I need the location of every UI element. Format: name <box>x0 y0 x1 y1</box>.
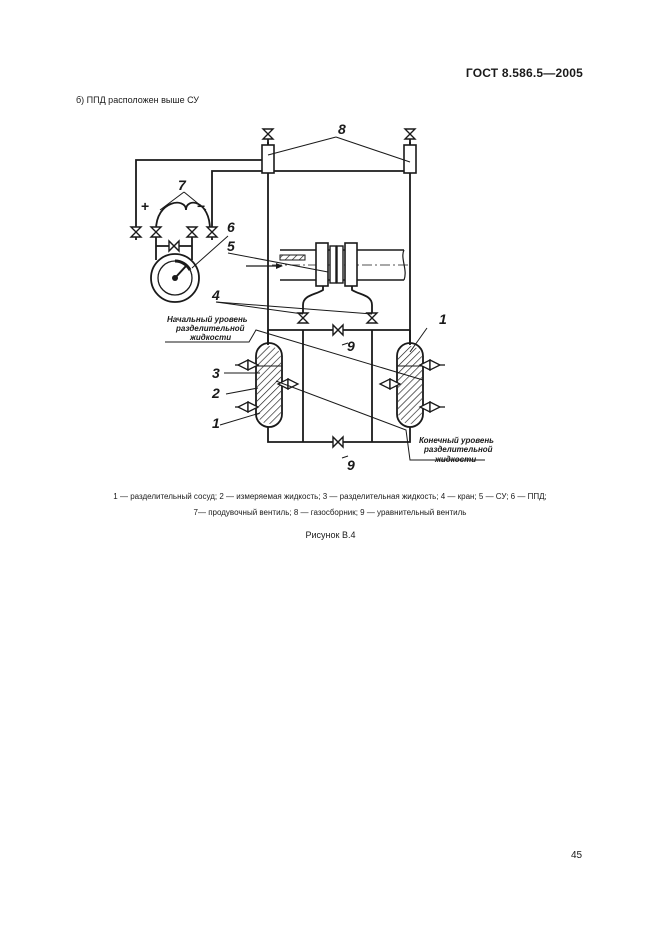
svg-text:Начальный уровень: Начальный уровень <box>167 315 248 324</box>
svg-text:разделительной: разделительной <box>176 324 245 333</box>
label-8: 8 <box>338 121 346 137</box>
label-4: 4 <box>212 287 220 303</box>
label-9-bottom: 9 <box>347 457 355 473</box>
label-7: 7 <box>178 177 186 193</box>
right-vessel-fill <box>398 346 422 424</box>
right-gas-collector <box>404 145 416 173</box>
label-9-top: 9 <box>347 338 355 354</box>
purge-valve-3 <box>187 227 197 237</box>
label-1-left: 1 <box>212 415 220 431</box>
svg-text:Конечный уровень: Конечный уровень <box>419 436 494 445</box>
figure-subtitle: б) ППД расположен выше СУ <box>76 95 200 105</box>
figure-caption: Рисунок В.4 <box>305 530 356 540</box>
crane-right <box>367 313 377 323</box>
equalizing-valve-top <box>333 325 343 335</box>
crane-left <box>298 313 308 323</box>
left-vessel-fill <box>257 346 281 424</box>
legend-line-2: 7— продувочный вентиль; 8 — газосборник; 9 — уравнительный вентиль <box>193 508 467 517</box>
svg-text:жидкости: жидкости <box>435 455 477 464</box>
left-gas-collector <box>262 145 274 173</box>
label-3: 3 <box>212 365 220 381</box>
label-1-right: 1 <box>439 311 447 327</box>
label-minus: − <box>197 198 206 214</box>
purge-valve-1 <box>131 227 141 237</box>
primary-flow-element <box>246 243 408 286</box>
legend-line-1: 1 — разделительный сосуд; 2 — измеряемая жидкость; 3 — разделительная жидкость; 4 — кран; 5 — СУ; 6 — ППД; <box>113 492 547 501</box>
document-standard-number: ГОСТ 8.586.5—2005 <box>465 66 583 80</box>
initial-level-note <box>167 315 248 342</box>
purge-valve-4 <box>207 227 217 237</box>
svg-text:жидкости: жидкости <box>190 333 232 342</box>
gas-line-right <box>212 171 410 230</box>
equalizing-valve-bottom <box>333 437 343 447</box>
label-6: 6 <box>227 219 235 235</box>
label-5: 5 <box>227 238 235 254</box>
label-plus: + <box>141 198 150 214</box>
differential-pressure-gauge <box>151 254 199 302</box>
svg-text:разделительной: разделительной <box>424 445 493 454</box>
page-number: 45 <box>571 850 583 861</box>
figure-legend <box>70 489 590 521</box>
label-2: 2 <box>212 385 220 401</box>
purge-valve-2 <box>151 227 161 237</box>
